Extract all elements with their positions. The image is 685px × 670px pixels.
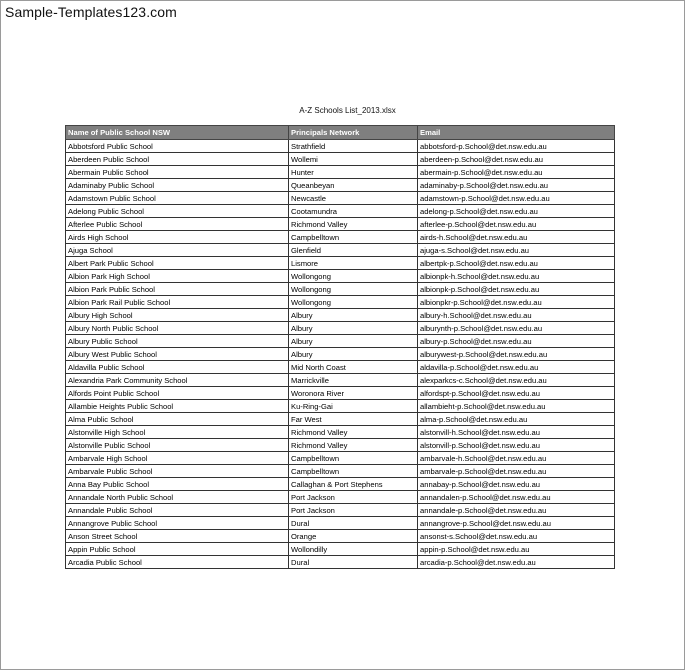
- cell-school-name: Afterlee Public School: [66, 218, 289, 231]
- table-row: [66, 491, 615, 504]
- cell-school-name: Adamstown Public School: [66, 192, 289, 205]
- table-row: [66, 478, 615, 491]
- cell-principals-network: Glenfield: [289, 244, 418, 257]
- cell-school-name: Allambie Heights Public School: [66, 400, 289, 413]
- table-row: [66, 348, 615, 361]
- cell-email: adamstown-p.School@det.nsw.edu.au: [418, 192, 615, 205]
- cell-principals-network: Albury: [289, 348, 418, 361]
- table-row: [66, 387, 615, 400]
- cell-school-name: Arcadia Public School: [66, 556, 289, 569]
- table-row: [66, 374, 615, 387]
- cell-email: alstonvill-p.School@det.nsw.edu.au: [418, 439, 615, 452]
- cell-principals-network: Richmond Valley: [289, 439, 418, 452]
- cell-principals-network: Campbelltown: [289, 465, 418, 478]
- cell-school-name: Aberdeen Public School: [66, 153, 289, 166]
- cell-school-name: Ajuga School: [66, 244, 289, 257]
- table-header-row: [66, 126, 615, 140]
- cell-school-name: Appin Public School: [66, 543, 289, 556]
- cell-principals-network: Ku-Ring-Gai: [289, 400, 418, 413]
- table-row: [66, 517, 615, 530]
- cell-principals-network: Richmond Valley: [289, 426, 418, 439]
- table-row: [66, 179, 615, 192]
- cell-school-name: Albion Park Public School: [66, 283, 289, 296]
- cell-principals-network: Wollongong: [289, 270, 418, 283]
- cell-email: appin-p.School@det.nsw.edu.au: [418, 543, 615, 556]
- cell-school-name: Alstonville Public School: [66, 439, 289, 452]
- cell-school-name: Ambarvale Public School: [66, 465, 289, 478]
- table-row: [66, 205, 615, 218]
- cell-email: albionpk-h.School@det.nsw.edu.au: [418, 270, 615, 283]
- cell-principals-network: Dural: [289, 556, 418, 569]
- cell-school-name: Albury Public School: [66, 335, 289, 348]
- cell-principals-network: Port Jackson: [289, 504, 418, 517]
- cell-email: ambarvale-p.School@det.nsw.edu.au: [418, 465, 615, 478]
- column-header-email: Email: [418, 126, 615, 140]
- cell-email: abermain-p.School@det.nsw.edu.au: [418, 166, 615, 179]
- cell-school-name: Anna Bay Public School: [66, 478, 289, 491]
- cell-principals-network: Albury: [289, 309, 418, 322]
- cell-school-name: Albury North Public School: [66, 322, 289, 335]
- column-header-school: Name of Public School NSW: [66, 126, 289, 140]
- cell-email: alburywest-p.School@det.nsw.edu.au: [418, 348, 615, 361]
- watermark-text: Sample-Templates123.com: [5, 4, 177, 20]
- cell-school-name: Ambarvale High School: [66, 452, 289, 465]
- cell-school-name: Aldavilla Public School: [66, 361, 289, 374]
- cell-principals-network: Albury: [289, 335, 418, 348]
- table-row: [66, 283, 615, 296]
- column-header-network: Principals Network: [289, 126, 418, 140]
- cell-principals-network: Far West: [289, 413, 418, 426]
- cell-school-name: Albury High School: [66, 309, 289, 322]
- table-row: [66, 335, 615, 348]
- cell-principals-network: Richmond Valley: [289, 218, 418, 231]
- cell-principals-network: Albury: [289, 322, 418, 335]
- cell-principals-network: Woronora River: [289, 387, 418, 400]
- cell-email: ambarvale-h.School@det.nsw.edu.au: [418, 452, 615, 465]
- cell-email: annandalen-p.School@det.nsw.edu.au: [418, 491, 615, 504]
- cell-school-name: Alexandria Park Community School: [66, 374, 289, 387]
- cell-email: albionpkr-p.School@det.nsw.edu.au: [418, 296, 615, 309]
- cell-email: annangrove-p.School@det.nsw.edu.au: [418, 517, 615, 530]
- cell-principals-network: Wollemi: [289, 153, 418, 166]
- cell-email: alburynth-p.School@det.nsw.edu.au: [418, 322, 615, 335]
- table-row: [66, 361, 615, 374]
- table-row: [66, 504, 615, 517]
- table-row: [66, 257, 615, 270]
- cell-school-name: Alstonville High School: [66, 426, 289, 439]
- cell-email: abbotsford-p.School@det.nsw.edu.au: [418, 140, 615, 153]
- cell-principals-network: Campbelltown: [289, 452, 418, 465]
- table-row: [66, 452, 615, 465]
- cell-school-name: Annandale North Public School: [66, 491, 289, 504]
- cell-school-name: Annandale Public School: [66, 504, 289, 517]
- cell-principals-network: Callaghan & Port Stephens: [289, 478, 418, 491]
- table-row: [66, 296, 615, 309]
- table-row: [66, 543, 615, 556]
- table-row: [66, 530, 615, 543]
- cell-principals-network: Wollongong: [289, 283, 418, 296]
- cell-school-name: Adaminaby Public School: [66, 179, 289, 192]
- cell-school-name: Anson Street School: [66, 530, 289, 543]
- cell-school-name: Adelong Public School: [66, 205, 289, 218]
- cell-school-name: Albion Park High School: [66, 270, 289, 283]
- cell-school-name: Alma Public School: [66, 413, 289, 426]
- cell-principals-network: Queanbeyan: [289, 179, 418, 192]
- cell-email: albury-p.School@det.nsw.edu.au: [418, 335, 615, 348]
- cell-email: airds-h.School@det.nsw.edu.au: [418, 231, 615, 244]
- cell-email: albury-h.School@det.nsw.edu.au: [418, 309, 615, 322]
- table-row: [66, 140, 615, 153]
- cell-principals-network: Lismore: [289, 257, 418, 270]
- cell-school-name: Airds High School: [66, 231, 289, 244]
- cell-email: adelong-p.School@det.nsw.edu.au: [418, 205, 615, 218]
- table-row: [66, 426, 615, 439]
- cell-email: alstonvill-h.School@det.nsw.edu.au: [418, 426, 615, 439]
- table-row: [66, 556, 615, 569]
- table-row: [66, 309, 615, 322]
- cell-school-name: Alfords Point Public School: [66, 387, 289, 400]
- table-row: [66, 439, 615, 452]
- cell-email: alexparkcs-c.School@det.nsw.edu.au: [418, 374, 615, 387]
- cell-email: albertpk-p.School@det.nsw.edu.au: [418, 257, 615, 270]
- schools-table: [65, 125, 615, 569]
- cell-email: annandale-p.School@det.nsw.edu.au: [418, 504, 615, 517]
- table-row: [66, 322, 615, 335]
- cell-principals-network: Wollongong: [289, 296, 418, 309]
- table-row: [66, 465, 615, 478]
- cell-principals-network: Dural: [289, 517, 418, 530]
- cell-principals-network: Wollondilly: [289, 543, 418, 556]
- cell-email: allambieht-p.School@det.nsw.edu.au: [418, 400, 615, 413]
- cell-school-name: Albert Park Public School: [66, 257, 289, 270]
- cell-email: annabay-p.School@det.nsw.edu.au: [418, 478, 615, 491]
- cell-email: ansonst-s.School@det.nsw.edu.au: [418, 530, 615, 543]
- cell-email: albionpk-p.School@det.nsw.edu.au: [418, 283, 615, 296]
- cell-school-name: Abermain Public School: [66, 166, 289, 179]
- table-row: [66, 400, 615, 413]
- cell-principals-network: Port Jackson: [289, 491, 418, 504]
- cell-email: aldavilla-p.School@det.nsw.edu.au: [418, 361, 615, 374]
- cell-email: alma-p.School@det.nsw.edu.au: [418, 413, 615, 426]
- table-row: [66, 153, 615, 166]
- table-row: [66, 192, 615, 205]
- table-row: [66, 413, 615, 426]
- cell-email: alfordspt-p.School@det.nsw.edu.au: [418, 387, 615, 400]
- table-row: [66, 270, 615, 283]
- document-title: A-Z Schools List_2013.xlsx: [299, 106, 396, 115]
- cell-email: arcadia-p.School@det.nsw.edu.au: [418, 556, 615, 569]
- cell-principals-network: Mid North Coast: [289, 361, 418, 374]
- cell-email: aberdeen-p.School@det.nsw.edu.au: [418, 153, 615, 166]
- cell-email: ajuga-s.School@det.nsw.edu.au: [418, 244, 615, 257]
- cell-principals-network: Orange: [289, 530, 418, 543]
- cell-school-name: Albion Park Rail Public School: [66, 296, 289, 309]
- cell-school-name: Abbotsford Public School: [66, 140, 289, 153]
- cell-principals-network: Newcastle: [289, 192, 418, 205]
- cell-school-name: Annangrove Public School: [66, 517, 289, 530]
- table-row: [66, 218, 615, 231]
- cell-principals-network: Hunter: [289, 166, 418, 179]
- cell-principals-network: Strathfield: [289, 140, 418, 153]
- cell-principals-network: Marrickville: [289, 374, 418, 387]
- cell-principals-network: Cootamundra: [289, 205, 418, 218]
- table-row: [66, 244, 615, 257]
- table-row: [66, 166, 615, 179]
- table-row: [66, 231, 615, 244]
- cell-school-name: Albury West Public School: [66, 348, 289, 361]
- cell-email: afterlee-p.School@det.nsw.edu.au: [418, 218, 615, 231]
- cell-principals-network: Campbelltown: [289, 231, 418, 244]
- cell-email: adaminaby-p.School@det.nsw.edu.au: [418, 179, 615, 192]
